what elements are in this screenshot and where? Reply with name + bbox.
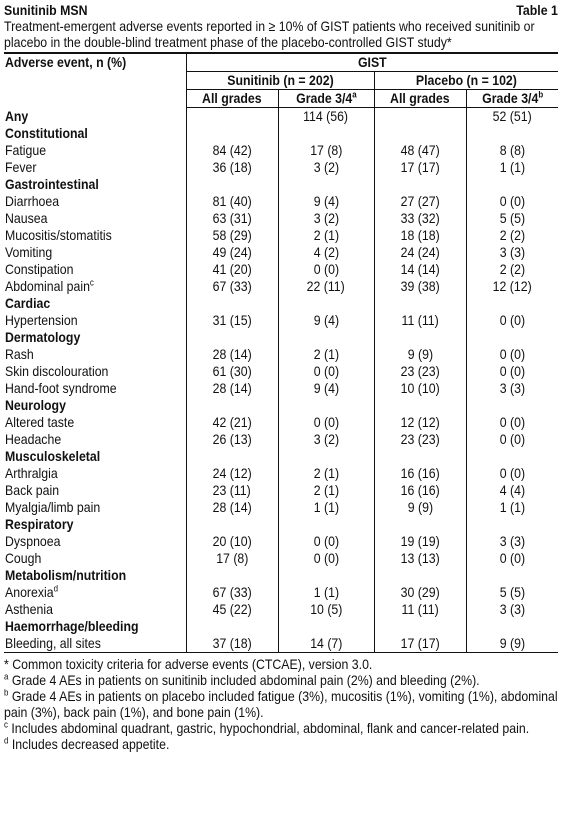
row-label: Any (5, 107, 29, 124)
cell-p-all: 17 (17) (374, 635, 466, 653)
row-label: Cough (5, 550, 42, 566)
cell-p-all: 17 (17) (374, 159, 466, 176)
cell-p-g34: 0 (0) (466, 465, 558, 482)
cell-s-all (186, 295, 278, 312)
table-row (4, 499, 558, 516)
cell-s-all: 31 (15) (186, 312, 278, 329)
row-label: Headache (5, 431, 62, 447)
row-label: Abdominal pain$^c$ (5, 277, 94, 294)
cell-s-g34: 0 (0) (278, 363, 374, 380)
cell-p-all: 9 (9) (374, 499, 466, 516)
cell-s-g34: 14 (7) (278, 635, 374, 653)
drug-label: Sunitinib MSN (4, 2, 88, 18)
cell-s-all: 81 (40) (186, 193, 278, 210)
cell-s-all (186, 618, 278, 635)
row-label: Fever (5, 159, 37, 175)
section-label: Cardiac (5, 295, 51, 311)
cell-s-g34: 4 (2) (278, 244, 374, 261)
cell-p-g34: 2 (2) (466, 261, 558, 278)
cell-p-g34 (466, 176, 558, 193)
cell-s-g34 (278, 397, 374, 414)
cell-s-g34: 0 (0) (278, 533, 374, 550)
row-label: Dyspnoea (5, 533, 61, 549)
section-label: Constitutional (5, 125, 88, 141)
table-label: Table 1 (516, 2, 558, 18)
cell-p-g34: 3 (3) (466, 601, 558, 618)
sunitinib-grade34-header: Grade 3/4$^a$ (278, 90, 374, 108)
cell-s-all (186, 125, 278, 142)
cell-s-all: 28 (14) (186, 499, 278, 516)
cell-p-all (374, 176, 466, 193)
placebo-grade34-header: Grade 3/4$^b$ (466, 90, 558, 108)
cell-s-g34: 0 (0) (278, 261, 374, 278)
cell-s-g34 (278, 176, 374, 193)
cell-s-g34: 3 (2) (278, 159, 374, 176)
cell-p-all: 9 (9) (374, 346, 466, 363)
cell-p-all: 23 (23) (374, 363, 466, 380)
row-label: Bleeding, all sites (4, 635, 186, 653)
cell-s-all: 67 (33) (186, 278, 278, 295)
cell-p-g34: 1 (1) (466, 159, 558, 176)
cell-s-all: 37 (18) (186, 635, 278, 653)
footnote: $^b$ Grade 4 AEs in patients on placebo included fatigue (3%), mucositis (1%), vomiting (1%), abdominal pain (3%), back pain (1%), and bone pain (1%). (4, 687, 558, 720)
cell-p-all: 23 (23) (374, 431, 466, 448)
cell-s-all: 36 (18) (186, 159, 278, 176)
sunitinib-all-grades-header: All grades (186, 90, 278, 108)
cell-p-g34: 3 (3) (466, 244, 558, 261)
cell-s-g34: 3 (2) (278, 210, 374, 227)
table-row (4, 142, 558, 159)
cell-p-g34: 4 (4) (466, 482, 558, 499)
cell-p-g34: 0 (0) (466, 550, 558, 567)
cell-p-all: 27 (27) (374, 193, 466, 210)
section-label: Dermatology (5, 329, 81, 345)
cell-p-g34: 3 (3) (466, 380, 558, 397)
cell-s-g34 (278, 329, 374, 346)
section-row (4, 397, 558, 414)
cell-s-g34: 1 (1) (278, 499, 374, 516)
footnotes (4, 656, 558, 752)
section-row (4, 567, 558, 584)
cell-p-g34: 0 (0) (466, 312, 558, 329)
row-label: Hand-foot syndrome (5, 380, 117, 396)
row-label: Back pain (5, 482, 60, 498)
cell-s-all (186, 516, 278, 533)
cell-s-g34 (278, 448, 374, 465)
cell-s-all: 41 (20) (186, 261, 278, 278)
cell-s-all: 24 (12) (186, 465, 278, 482)
stub-header: Adverse event, n (%) (5, 54, 127, 70)
cell-p-g34 (466, 448, 558, 465)
row-label: Anorexia$^d$ (5, 583, 59, 600)
row-label: Myalgia/limb pain (5, 499, 101, 515)
cell-s-all: 45 (22) (186, 601, 278, 618)
cell-p-all (374, 125, 466, 142)
row-label: Altered taste (5, 414, 75, 430)
cell-p-all: 14 (14) (374, 261, 466, 278)
table-row (4, 550, 558, 567)
cell-s-g34: 9 (4) (278, 312, 374, 329)
cell-s-g34 (278, 567, 374, 584)
section-label: Metabolism/nutrition (5, 567, 127, 583)
section-label: Musculoskeletal (5, 448, 101, 464)
cell-p-all: 13 (13) (374, 550, 466, 567)
cell-s-g34: 2 (1) (278, 482, 374, 499)
gist-header: GIST (186, 53, 558, 72)
cell-p-g34 (466, 329, 558, 346)
cell-s-g34 (278, 295, 374, 312)
cell-s-all (186, 448, 278, 465)
cell-s-all (186, 397, 278, 414)
section-row (4, 448, 558, 465)
cell-s-all: 63 (31) (186, 210, 278, 227)
cell-p-g34 (466, 567, 558, 584)
cell-p-all (374, 448, 466, 465)
cell-s-g34 (278, 516, 374, 533)
cell-p-g34 (466, 397, 558, 414)
cell-p-all: 19 (19) (374, 533, 466, 550)
row-label: Asthenia (5, 601, 53, 617)
section-row (4, 295, 558, 312)
table-row (4, 584, 558, 601)
row-label: Rash (5, 346, 34, 362)
cell-s-g34: 9 (4) (278, 193, 374, 210)
section-label: Haemorrhage/bleeding (5, 618, 139, 634)
cell-p-g34: 0 (0) (466, 414, 558, 431)
cell-p-all: 11 (11) (374, 601, 466, 618)
table-row (4, 465, 558, 482)
cell-p-all: 12 (12) (374, 414, 466, 431)
cell-p-all: 30 (29) (374, 584, 466, 601)
cell-s-g34: 2 (1) (278, 465, 374, 482)
table-row (4, 261, 558, 278)
cell-p-all (374, 618, 466, 635)
footnote: * Common toxicity criteria for adverse events (CTCAE), version 3.0. (4, 656, 373, 672)
cell-p-g34: 5 (5) (466, 584, 558, 601)
table-row (4, 227, 558, 244)
section-row (4, 618, 558, 635)
table-row (4, 346, 558, 363)
cell-p-all (374, 329, 466, 346)
cell-p-g34 (466, 618, 558, 635)
row-label: Vomiting (5, 244, 53, 260)
cell-s-g34: 3 (2) (278, 431, 374, 448)
cell-p-g34: 3 (3) (466, 533, 558, 550)
row-label: Fatigue (5, 142, 47, 158)
footnote: $^c$ Includes abdominal quadrant, gastric, hypochondrial, abdominal, flank and cancer-related pain. (4, 719, 530, 736)
cell-s-g34 (278, 618, 374, 635)
cell-s-all: 61 (30) (186, 363, 278, 380)
cell-s-g34: 0 (0) (278, 550, 374, 567)
cell-s-all: 20 (10) (186, 533, 278, 550)
section-row (4, 329, 558, 346)
table-row (4, 278, 558, 295)
footnote: $^a$ Grade 4 AEs in patients on sunitinib included abdominal pain (2%) and bleeding (2%). (4, 671, 480, 688)
cell-p-g34: 1 (1) (466, 499, 558, 516)
cell-p-all: 33 (32) (374, 210, 466, 227)
row-label: Mucositis/stomatitis (5, 227, 112, 243)
cell-p-all: 48 (47) (374, 142, 466, 159)
cell-p-g34: 8 (8) (466, 142, 558, 159)
table-row (4, 380, 558, 397)
cell-p-g34: 52 (51) (466, 108, 558, 126)
adverse-events-table (4, 52, 558, 653)
cell-s-all: 23 (11) (186, 482, 278, 499)
cell-s-all: 49 (24) (186, 244, 278, 261)
cell-s-all: 67 (33) (186, 584, 278, 601)
cell-s-all: 58 (29) (186, 227, 278, 244)
cell-s-g34: 2 (1) (278, 227, 374, 244)
cell-p-g34 (466, 125, 558, 142)
table-row (4, 312, 558, 329)
cell-s-g34 (278, 125, 374, 142)
cell-p-g34: 9 (9) (466, 635, 558, 653)
table-row (4, 414, 558, 431)
table-row (4, 244, 558, 261)
cell-p-g34: 5 (5) (466, 210, 558, 227)
cell-s-all: 26 (13) (186, 431, 278, 448)
cell-s-g34: 2 (1) (278, 346, 374, 363)
header-line (4, 2, 558, 18)
cell-p-all: 18 (18) (374, 227, 466, 244)
footnote: $^d$ Includes decreased appetite. (4, 735, 170, 752)
section-row (4, 176, 558, 193)
row-label: Hypertension (5, 312, 78, 328)
table-row (4, 108, 558, 126)
cell-p-all: 16 (16) (374, 465, 466, 482)
cell-p-all (374, 567, 466, 584)
cell-s-g34: 10 (5) (278, 601, 374, 618)
cell-s-all: 28 (14) (186, 346, 278, 363)
cell-p-g34 (466, 516, 558, 533)
arm-sunitinib-header: Sunitinib (n = 202) (186, 72, 374, 90)
cell-s-g34: 114 (56) (278, 108, 374, 126)
cell-p-all: 39 (38) (374, 278, 466, 295)
cell-p-all (374, 397, 466, 414)
cell-s-all (186, 176, 278, 193)
cell-p-all (374, 295, 466, 312)
cell-s-g34: 17 (8) (278, 142, 374, 159)
cell-s-g34: 22 (11) (278, 278, 374, 295)
cell-p-all (374, 516, 466, 533)
cell-p-g34: 0 (0) (466, 363, 558, 380)
cell-p-g34: 12 (12) (466, 278, 558, 295)
cell-p-g34 (466, 295, 558, 312)
section-row (4, 516, 558, 533)
cell-p-g34: 2 (2) (466, 227, 558, 244)
cell-p-g34: 0 (0) (466, 431, 558, 448)
cell-p-all: 11 (11) (374, 312, 466, 329)
row-label: Constipation (5, 261, 74, 277)
cell-s-all (186, 108, 278, 126)
cell-p-g34: 0 (0) (466, 193, 558, 210)
section-label: Gastrointestinal (5, 176, 99, 192)
cell-s-all (186, 329, 278, 346)
cell-s-g34: 9 (4) (278, 380, 374, 397)
cell-s-all (186, 567, 278, 584)
table-row (4, 482, 558, 499)
cell-s-g34: 0 (0) (278, 414, 374, 431)
row-label: Nausea (5, 210, 48, 226)
cell-p-all: 16 (16) (374, 482, 466, 499)
section-row (4, 125, 558, 142)
table-row (4, 635, 558, 653)
row-label: Arthralgia (5, 465, 58, 481)
cell-p-all: 10 (10) (374, 380, 466, 397)
cell-s-all: 42 (21) (186, 414, 278, 431)
arm-placebo-header: Placebo (n = 102) (374, 72, 558, 90)
table-caption: Treatment-emergent adverse events reported in ≥ 10% of GIST patients who received sunitinib or placebo in the double-blind treatment phase of the placebo-controlled GIST study* (4, 18, 535, 50)
row-label: Skin discolouration (5, 363, 109, 379)
cell-p-g34: 0 (0) (466, 346, 558, 363)
row-label: Diarrhoea (5, 193, 60, 209)
table-row (4, 363, 558, 380)
cell-s-g34: 1 (1) (278, 584, 374, 601)
table-body (4, 108, 558, 653)
cell-s-all: 84 (42) (186, 142, 278, 159)
cell-s-all: 28 (14) (186, 380, 278, 397)
table-row (4, 193, 558, 210)
placebo-all-grades-header: All grades (374, 90, 466, 108)
cell-p-all (374, 108, 466, 126)
cell-p-all: 24 (24) (374, 244, 466, 261)
table-row (4, 159, 558, 176)
table-row (4, 533, 558, 550)
section-label: Neurology (5, 397, 66, 413)
section-label: Respiratory (5, 516, 74, 532)
table-row (4, 210, 558, 227)
cell-s-all: 17 (8) (186, 550, 278, 567)
table-row (4, 601, 558, 618)
table-row (4, 431, 558, 448)
